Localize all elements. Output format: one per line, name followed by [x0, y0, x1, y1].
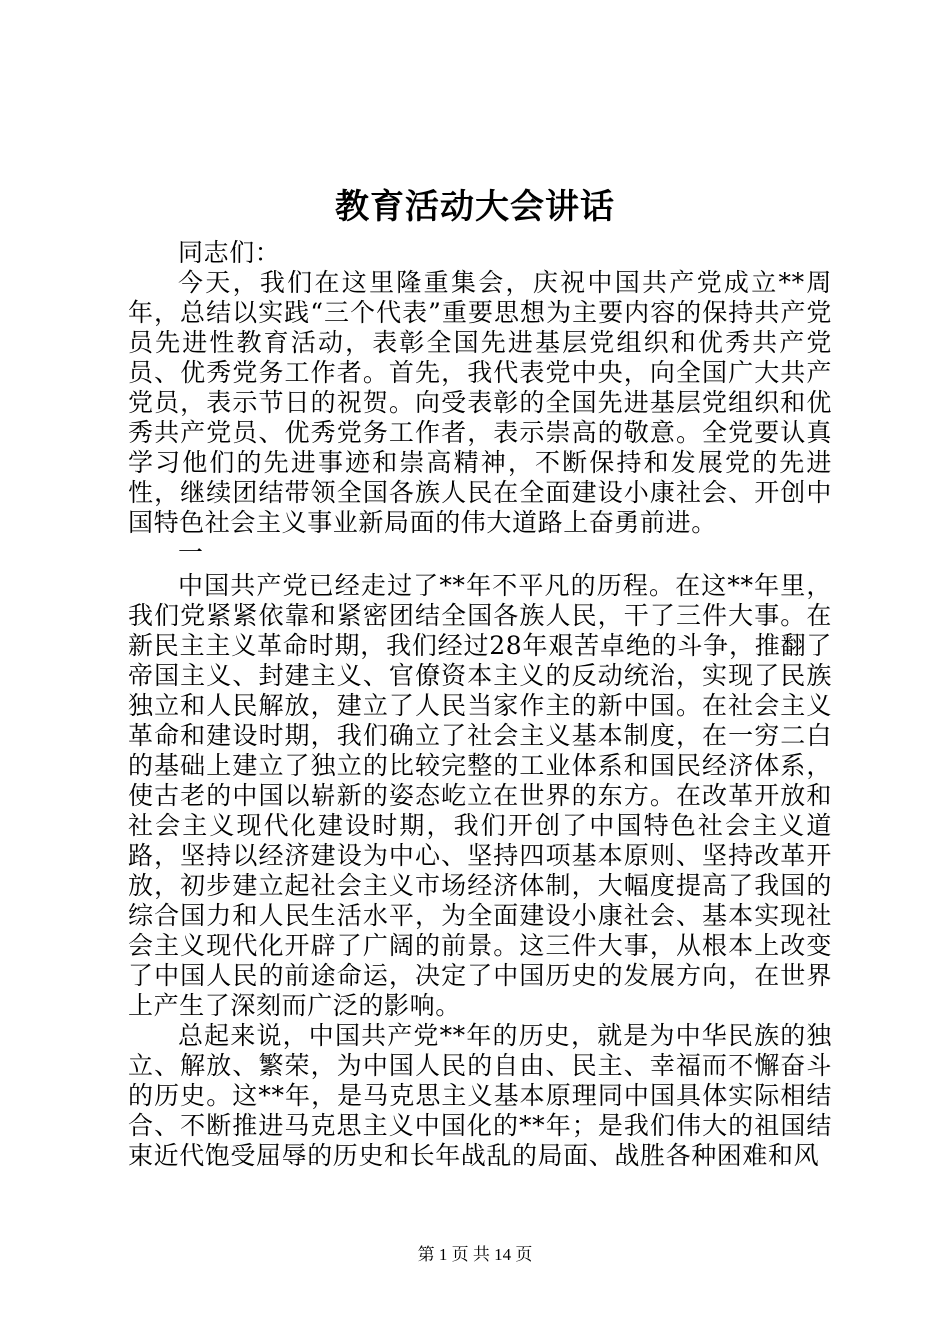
page-title: 教育活动大会讲话 — [335, 187, 615, 227]
paragraph-history: 中国共产党已经走过了**年不平凡的历程。在这**年里，我们党紧紧依靠和紧密团结全国各族人民，干了三件大事。在新民主主义革命时期，我们经过28年艰苦卓绝的斗争，推翻了帝国主义、封建主义、官僚资本主义的反动统治，实现了民族独立和人民解放，建立了人民当家作主的新中国。在社会主义革命和建设时期，我们确立了社会主义基本制度，在一穷二白的基础上建立了独立的比较完整的工业体系和国民经济体系，使古老的中国以崭新的姿态屹立在世界的东方。在改革开放和社会主义现代化建设时期，我们开创了中国特色社会主义道路，坚持以经济建设为中心、坚持四项基本原则、坚持改革开放，初步建立起社会主义市场经济体制，大幅度提高了我国的综合国力和人民生活水平，为全面建设小康社会、基本实现社会主义现代化开辟了广阔的前景。这三件大事，从根本上改变了中国人民的前途命运，决定了中国历史的发展方向，在世界上产生了深刻而广泛的影响。 — [128, 571, 832, 1020]
paragraph-opening: 今天，我们在这里隆重集会，庆祝中国共产党成立**周年，总结以实践“三个代表”重要思想为主要内容的保持共产党员先进性教育活动，表彰全国先进基层党组织和优秀共产党员、优秀党务工作者。首先，我代表党中央，向全国广大共产党员，表示节日的祝贺。向受表彰的全国先进基层党组织和优秀共产党员、优秀党务工作者，表示崇高的敬意。全党要认真学习他们的先进事迹和崇高精神，不断保持和发展党的先进性，继续团结带领全国各族人民在全面建设小康社会、开创中国特色社会主义事业新局面的伟大道路上奋勇前进。 — [128, 268, 832, 537]
salutation: 同志们： — [178, 238, 281, 267]
page-footer: 第 1 页 共 14 页 — [417, 1245, 533, 1264]
paragraph-summary: 总起来说，中国共产党**年的历史，就是为中华民族的独立、解放、繁荣，为中国人民的自由、民主、幸福而不懈奋斗的历史。这**年，是马克思主义基本原理同中国具体实际相结合、不断推进马克思主义中国化的**年；是我们伟大的祖国结束近代饱受屈辱的历史和长年战乱的局面、战胜各种困难和风 — [128, 1021, 832, 1170]
document-body — [128, 238, 832, 1171]
section-marker: 一 — [178, 538, 204, 567]
